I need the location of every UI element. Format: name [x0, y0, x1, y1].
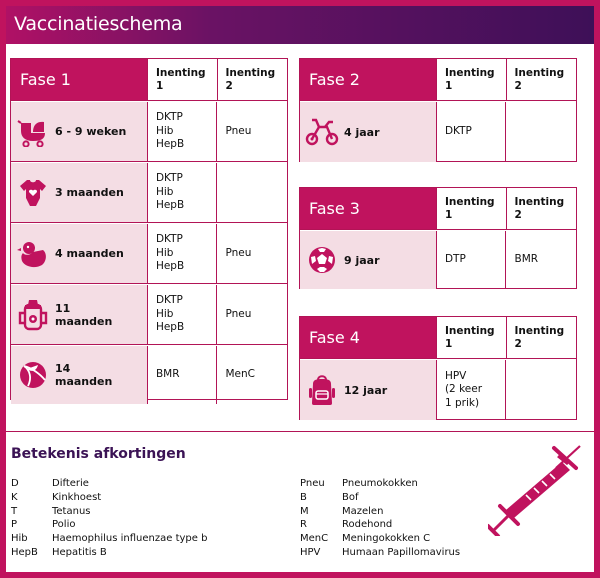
phase-table-2 — [299, 58, 577, 162]
abbreviation: M — [300, 505, 309, 517]
vaccine-name: MenC — [225, 368, 255, 381]
vaccine-name: 1 prik) — [444, 396, 480, 409]
vaccine-name: DKTP — [444, 125, 472, 138]
age-cell — [11, 346, 148, 404]
vaccine-name: HepB — [155, 138, 185, 151]
age-line: 3 maanden — [55, 186, 124, 199]
abbreviation-row — [11, 546, 207, 560]
football-icon — [300, 231, 344, 289]
vaccine-name: DKTP — [155, 172, 183, 185]
phase-title: Fase 1 — [11, 59, 148, 100]
column-header-line: Inenting — [514, 67, 565, 79]
vaccine-name: Hib — [155, 246, 174, 259]
backpack-icon — [300, 360, 344, 420]
abbreviation: P — [11, 519, 18, 531]
header-bar — [6, 6, 594, 44]
abbreviation-meaning: Meningokokken C — [342, 533, 431, 545]
age-label — [344, 384, 387, 397]
abbreviation-row — [11, 477, 207, 491]
abbreviation-row — [11, 518, 207, 532]
abbreviation-row — [300, 518, 460, 532]
vaccine-name: Pneu — [225, 124, 252, 137]
phase-title: Fase 3 — [300, 188, 437, 229]
age-label — [55, 186, 124, 199]
column-header-inenting1 — [437, 188, 507, 229]
rubber-duck-icon — [11, 224, 55, 283]
age-cell — [300, 360, 437, 420]
vaccine-name: HPV — [444, 369, 467, 382]
abbreviation-meaning: Rodehond — [342, 519, 393, 531]
vaccine-cell-inenting1 — [148, 163, 218, 222]
legend-list-right — [300, 477, 460, 560]
phase-title: Fase 4 — [300, 317, 437, 358]
age-line: 12 jaar — [344, 383, 388, 397]
age-line: 11 — [55, 301, 71, 315]
vaccine-cell-inenting1 — [437, 102, 507, 162]
column-header-line: Inenting — [444, 67, 495, 79]
schedule-row — [11, 285, 287, 345]
age-line: maanden — [55, 375, 113, 388]
abbreviation: K — [11, 491, 18, 503]
column-header-line: 2 — [514, 209, 522, 221]
vaccine-name: Hib — [155, 124, 174, 137]
vaccine-cell-inenting1 — [148, 102, 218, 161]
abbreviation: MenC — [300, 533, 329, 545]
column-header-line: 2 — [514, 80, 522, 92]
vaccine-cell-inenting1 — [148, 285, 218, 344]
vaccine-cell-inenting2 — [217, 102, 287, 161]
abbreviation: HepB — [11, 546, 38, 558]
column-header-inenting2 — [507, 59, 577, 100]
column-header-inenting2 — [507, 317, 577, 358]
abbreviation-meaning: Mazelen — [342, 505, 384, 517]
phase-title: Fase 2 — [300, 59, 437, 100]
abbreviation-row — [300, 505, 460, 519]
column-header-inenting2 — [218, 59, 288, 100]
abbreviation-row — [11, 505, 207, 519]
syringe-icon — [488, 444, 584, 536]
age-label — [344, 254, 380, 267]
schedule-row — [11, 163, 287, 223]
tricycle-icon — [300, 102, 344, 162]
phase-table-1 — [10, 58, 288, 400]
abbreviation: HPV — [300, 546, 321, 558]
age-cell — [11, 285, 148, 344]
abbreviation-meaning: Kinkhoest — [52, 491, 102, 503]
abbreviation-meaning: Difterie — [52, 478, 89, 489]
column-header-line: 1 — [444, 338, 453, 350]
column-header-line: Inenting — [155, 67, 206, 79]
column-header-line: Inenting — [514, 196, 565, 208]
schedule-row — [300, 360, 576, 420]
column-header-line: 1 — [444, 209, 453, 221]
vaccine-name: Hib — [155, 185, 174, 198]
column-header-inenting2 — [507, 188, 577, 229]
column-header-line: Inenting — [514, 325, 565, 337]
vaccine-cell-inenting1 — [437, 360, 507, 420]
pram-icon — [11, 102, 55, 161]
vaccine-cell-inenting1 — [148, 346, 218, 404]
vaccine-cell-inenting2 — [506, 231, 576, 289]
abbreviation-meaning: Bof — [342, 491, 359, 503]
legend-divider — [6, 431, 594, 432]
age-line: 4 maanden — [55, 247, 124, 260]
vaccine-name: Pneu — [225, 307, 252, 320]
abbreviation: Hib — [11, 533, 28, 545]
abbreviation-meaning: Humaan Papillomavirus — [342, 546, 461, 558]
age-cell — [11, 102, 148, 161]
age-line: 6 - 9 weken — [55, 125, 127, 138]
abbreviation-row — [300, 491, 460, 505]
phase-header — [11, 59, 287, 101]
abbreviation-row — [300, 477, 460, 491]
column-header-line: 1 — [155, 80, 164, 92]
vaccine-name: (2 keer — [444, 383, 483, 396]
beach-ball-icon — [11, 346, 55, 404]
schedule-row — [11, 346, 287, 404]
column-header-inenting1 — [437, 317, 507, 358]
abbreviation-row — [11, 532, 207, 546]
abbreviation-row — [300, 532, 460, 546]
abbreviation: R — [300, 519, 307, 531]
vaccine-name: HepB — [155, 321, 185, 334]
phase-header — [300, 59, 576, 101]
age-line: maanden — [55, 314, 113, 328]
column-header-line: Inenting — [444, 196, 495, 208]
column-header-line: 2 — [225, 80, 233, 92]
column-header-line: Inenting — [444, 325, 495, 337]
vaccine-name: HepB — [155, 260, 185, 273]
sippy-cup-icon — [11, 285, 55, 344]
age-label — [55, 247, 124, 260]
age-cell — [11, 163, 148, 222]
vaccine-name: BMR — [155, 368, 180, 381]
abbreviation-meaning: Pneumokokken — [342, 478, 418, 489]
vaccine-name: Pneu — [225, 246, 252, 259]
legend-list-left — [11, 477, 207, 560]
phase-table-4 — [299, 316, 577, 420]
abbreviation: D — [11, 478, 19, 489]
age-label — [55, 362, 112, 388]
column-header-line: Inenting — [225, 67, 276, 79]
vaccine-cell-inenting2 — [217, 224, 287, 283]
age-cell — [11, 224, 148, 283]
vaccine-cell-inenting2 — [506, 360, 576, 420]
abbreviation: T — [11, 505, 18, 517]
schedule-row — [300, 231, 576, 289]
age-line: 4 jaar — [344, 125, 380, 139]
schedule-row — [11, 102, 287, 162]
abbreviation-meaning: Tetanus — [52, 505, 91, 517]
abbreviation-meaning: Polio — [52, 519, 76, 531]
vaccine-cell-inenting2 — [506, 102, 576, 162]
phase-table-3 — [299, 187, 577, 289]
vaccine-cell-inenting2 — [217, 163, 287, 222]
abbreviation: B — [300, 491, 307, 503]
age-label — [55, 125, 126, 138]
vaccine-name: DKTP — [155, 294, 183, 307]
vaccine-cell-inenting2 — [217, 285, 287, 344]
vaccine-cell-inenting1 — [148, 224, 218, 283]
page-title: Vaccinatieschema — [14, 13, 183, 35]
phase-header — [300, 188, 576, 230]
vaccine-name: HepB — [155, 199, 185, 212]
column-header-line: 2 — [514, 338, 522, 350]
column-header-line: 1 — [444, 80, 453, 92]
age-line: 14 — [55, 362, 71, 375]
schedule-row — [11, 224, 287, 284]
age-label — [55, 302, 112, 328]
column-header-inenting1 — [437, 59, 507, 100]
age-label — [344, 126, 380, 139]
abbreviation: Pneu — [300, 478, 325, 489]
vaccine-name: DTP — [444, 253, 466, 266]
abbreviation-row — [300, 546, 460, 560]
vaccine-name: Hib — [155, 307, 174, 320]
vaccine-cell-inenting1 — [437, 231, 507, 289]
vaccine-name: DKTP — [155, 233, 183, 246]
age-cell — [300, 231, 437, 289]
schedule-row — [300, 102, 576, 162]
baby-onesie-icon — [11, 163, 55, 222]
age-cell — [300, 102, 437, 162]
column-header-inenting1 — [148, 59, 218, 100]
legend-title: Betekenis afkortingen — [11, 446, 186, 462]
abbreviation-row — [11, 491, 207, 505]
age-line: 9 jaar — [344, 253, 380, 267]
vaccine-name: DKTP — [155, 111, 183, 124]
vaccine-cell-inenting2 — [217, 346, 287, 404]
abbreviation-meaning: Haemophilus influenzae type b — [52, 533, 208, 545]
abbreviation-meaning: Hepatitis B — [52, 546, 107, 558]
vaccine-name: BMR — [514, 253, 539, 266]
phase-header — [300, 317, 576, 359]
